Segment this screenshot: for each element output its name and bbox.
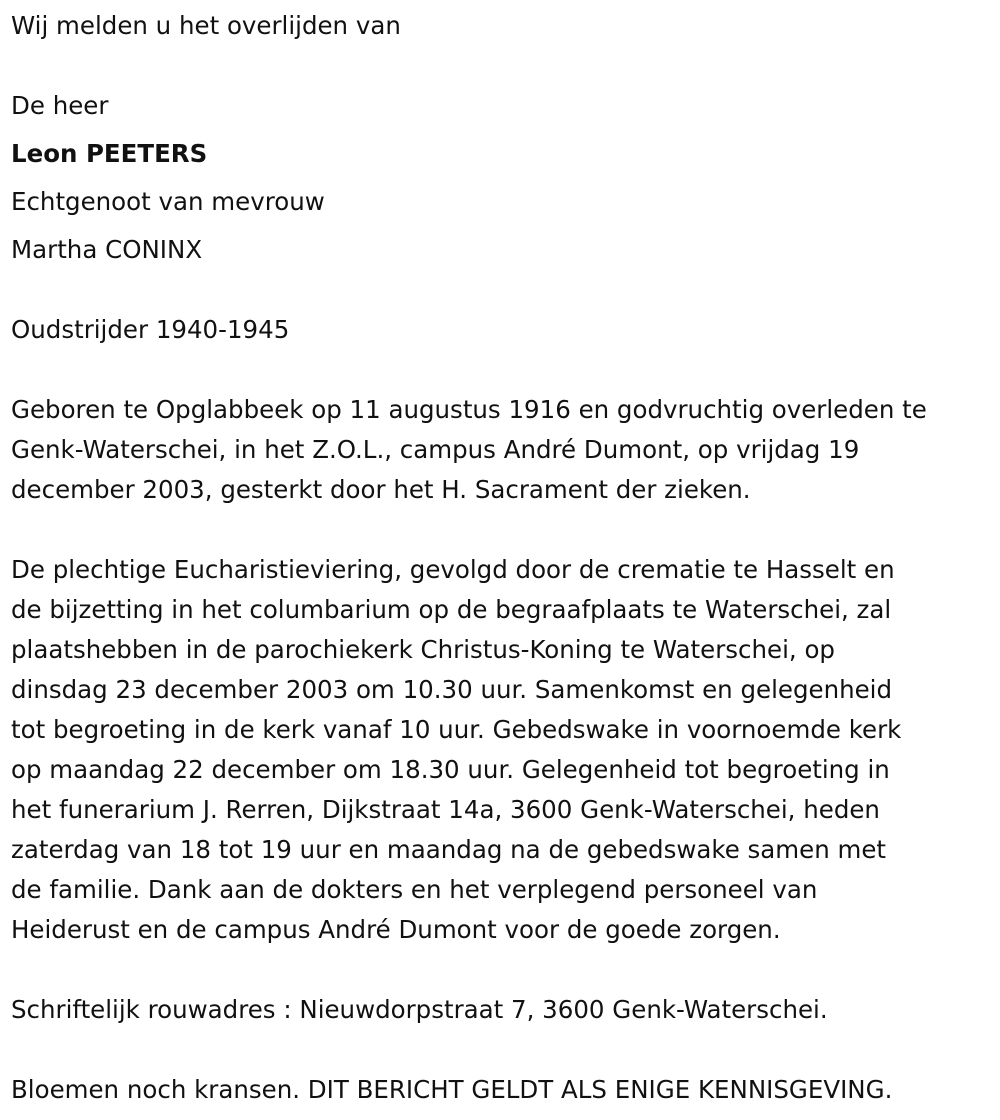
birth-death-paragraph bbox=[11, 390, 993, 510]
obituary-notice bbox=[11, 0, 993, 1110]
paragraph-line: het funerarium J. Rerren, Dijkstraat 14a, 3600 Genk-Waterschei, heden bbox=[11, 795, 880, 824]
paragraph-line: zaterdag van 18 tot 19 uur en maandag na de gebedswake samen met bbox=[11, 835, 887, 864]
paragraph-line: Genk-Waterschei, in het Z.O.L., campus André Dumont, op vrijdag 19 bbox=[11, 435, 860, 464]
salutation: De heer bbox=[11, 91, 109, 120]
spouse-name: Martha CONINX bbox=[11, 235, 203, 264]
paragraph-line: op maandag 22 december om 18.30 uur. Gelegenheid tot begroeting in bbox=[11, 755, 890, 784]
paragraph-line: plaatshebben in de parochiekerk Christus-Koning te Waterschei, op bbox=[11, 635, 835, 664]
paragraph-line: dinsdag 23 december 2003 om 10.30 uur. Samenkomst en gelegenheid bbox=[11, 675, 893, 704]
paragraph-line: Heiderust en de campus André Dumont voor de goede zorgen. bbox=[11, 915, 781, 944]
intro-text: Wij melden u het overlijden van bbox=[11, 11, 401, 40]
closing-statement: Bloemen noch kransen. DIT BERICHT GELDT ALS ENIGE KENNISGEVING. bbox=[11, 1075, 893, 1104]
paragraph-line: tot begroeting in de kerk vanaf 10 uur. Gebedswake in voornoemde kerk bbox=[11, 715, 902, 744]
paragraph-line: Geboren te Opglabbeek op 11 augustus 1916 en godvruchtig overleden te bbox=[11, 395, 927, 424]
spouse-label: Echtgenoot van mevrouw bbox=[11, 187, 325, 216]
ceremony-paragraph bbox=[11, 550, 993, 950]
paragraph-line: december 2003, gesterkt door het H. Sacrament der zieken. bbox=[11, 475, 751, 504]
mourning-address: Schriftelijk rouwadres : Nieuwdorpstraat 7, 3600 Genk-Waterschei. bbox=[11, 995, 828, 1024]
paragraph-line: de familie. Dank aan de dokters en het verplegend personeel van bbox=[11, 875, 818, 904]
veteran-title: Oudstrijder 1940-1945 bbox=[11, 315, 290, 344]
deceased-name: Leon PEETERS bbox=[11, 139, 208, 168]
paragraph-line: de bijzetting in het columbarium op de begraafplaats te Waterschei, zal bbox=[11, 595, 892, 624]
paragraph-line: De plechtige Eucharistieviering, gevolgd door de crematie te Hasselt en bbox=[11, 555, 895, 584]
